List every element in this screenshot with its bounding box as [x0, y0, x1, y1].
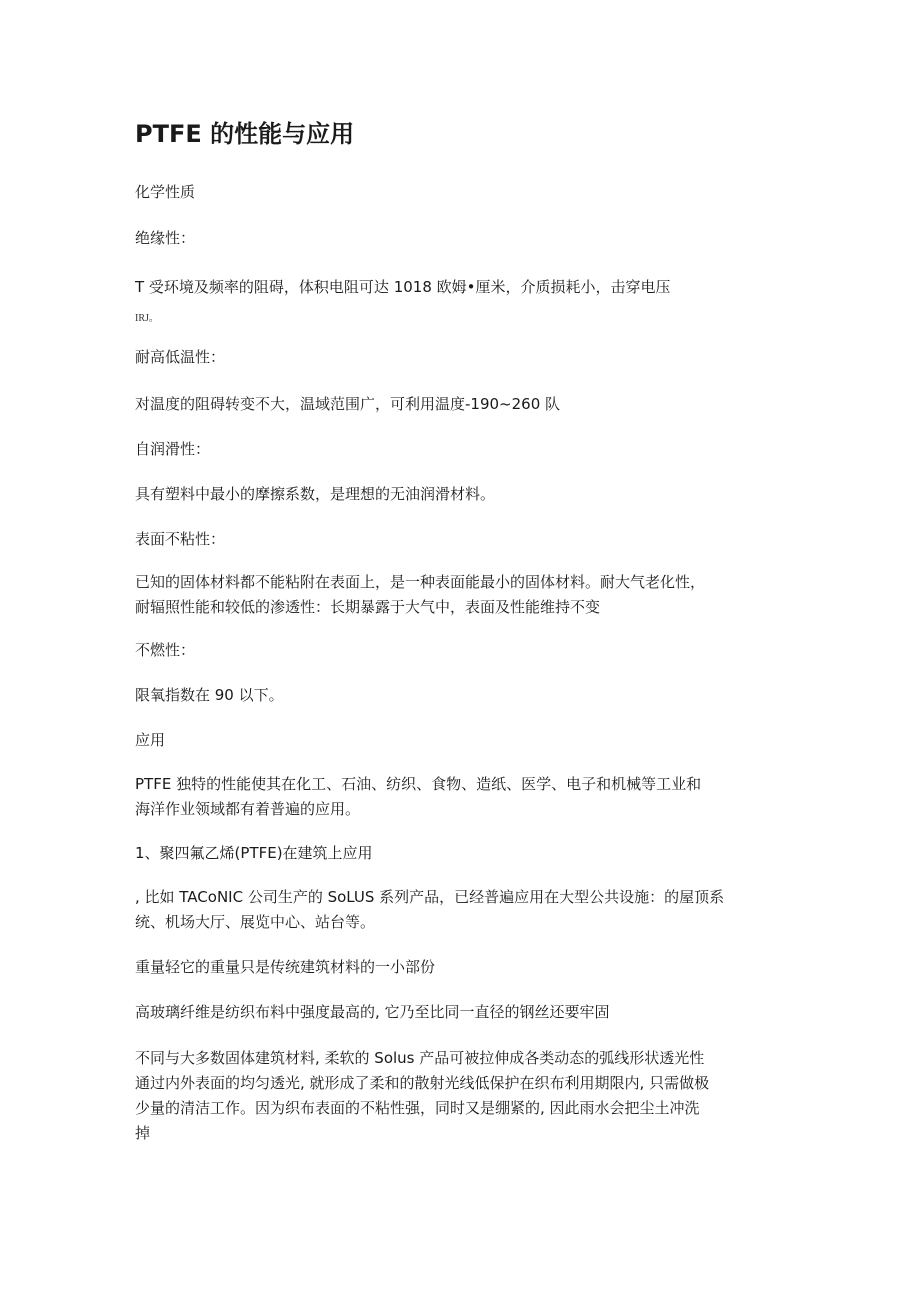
heading-lubrication: 自润滑性： — [135, 440, 211, 458]
paragraph-flame: 限氧指数在 90 以下。 — [135, 686, 284, 704]
paragraph-fiber: 高玻璃纤维是纺织布料中强度最高的, 它乃至比同一直径的钢丝还要牢固 — [135, 1003, 610, 1021]
heading-temperature: 耐高低温性： — [135, 348, 226, 366]
paragraph-nonstick-line-1: 已知的固体材料都不能粘附在表面上，是一种表面能最小的固体材料。耐大气老化性， — [135, 573, 706, 591]
heading-nonstick: 表面不粘性： — [135, 530, 226, 548]
paragraph-app-intro-line-1: PTFE 独特的性能使其在化工、石油、纺织、食物、造纸、医学、电子和机械等工业和 — [135, 775, 702, 793]
paragraph-nonstick-line-2: 耐辐照性能和较低的渗透性：长期暴露于大气中，表面及性能维持不变 — [135, 598, 601, 616]
paragraph-app-intro-line-2: 海洋作业领域都有着普遍的应用。 — [135, 800, 361, 818]
paragraph-final-line-2: 通过内外表面的均匀透光, 就形成了柔和的散射光线低保护在织布利用期限内, 只需做极 — [135, 1074, 710, 1092]
paragraph-temperature: 对温度的阻碍转变不大，温域范围广，可利用温度-190~260 队 — [135, 395, 561, 413]
paragraph-final-line-4: 掉 — [135, 1124, 151, 1142]
paragraph-item1-line-1: , 比如 TACoNIC 公司生产的 SoLUS 系列产品，已经普遍应用在大型公共设施：的屋顶系 — [135, 888, 725, 906]
heading-insulation: 绝缘性： — [135, 229, 196, 247]
note-insulation: IRJ。 — [135, 313, 159, 324]
list-item-heading-1: 1、聚四氟乙烯(PTFE)在建筑上应用 — [135, 844, 373, 862]
heading-flame: 不燃性： — [135, 641, 196, 659]
paragraph-final-line-3: 少量的清洁工作。因为织布表面的不粘性强，同时又是绷紧的, 因此雨水会把尘土冲洗 — [135, 1099, 700, 1117]
paragraph-weight: 重量轻它的重量只是传统建筑材料的一小部份 — [135, 958, 436, 976]
paragraph-final-line-1: 不同与大多数固体建筑材料, 柔软的 Solus 产品可被拉伸成各类动态的弧线形状透光性 — [135, 1049, 705, 1067]
paragraph-insulation: T 受环境及频率的阻碍，体积电阻可达 1018 欧姆•厘米，介质损耗小，击穿电压 — [135, 278, 671, 296]
section-heading-application: 应用 — [135, 731, 166, 749]
page-title: PTFE 的性能与应用 — [135, 120, 355, 148]
paragraph-item1-line-2: 统、机场大厅、展览中心、站台等。 — [135, 913, 376, 931]
paragraph-lubrication: 具有塑料中最小的摩擦系数，是理想的无油润滑材料。 — [135, 485, 496, 503]
section-heading-chemical: 化学性质 — [135, 183, 196, 201]
